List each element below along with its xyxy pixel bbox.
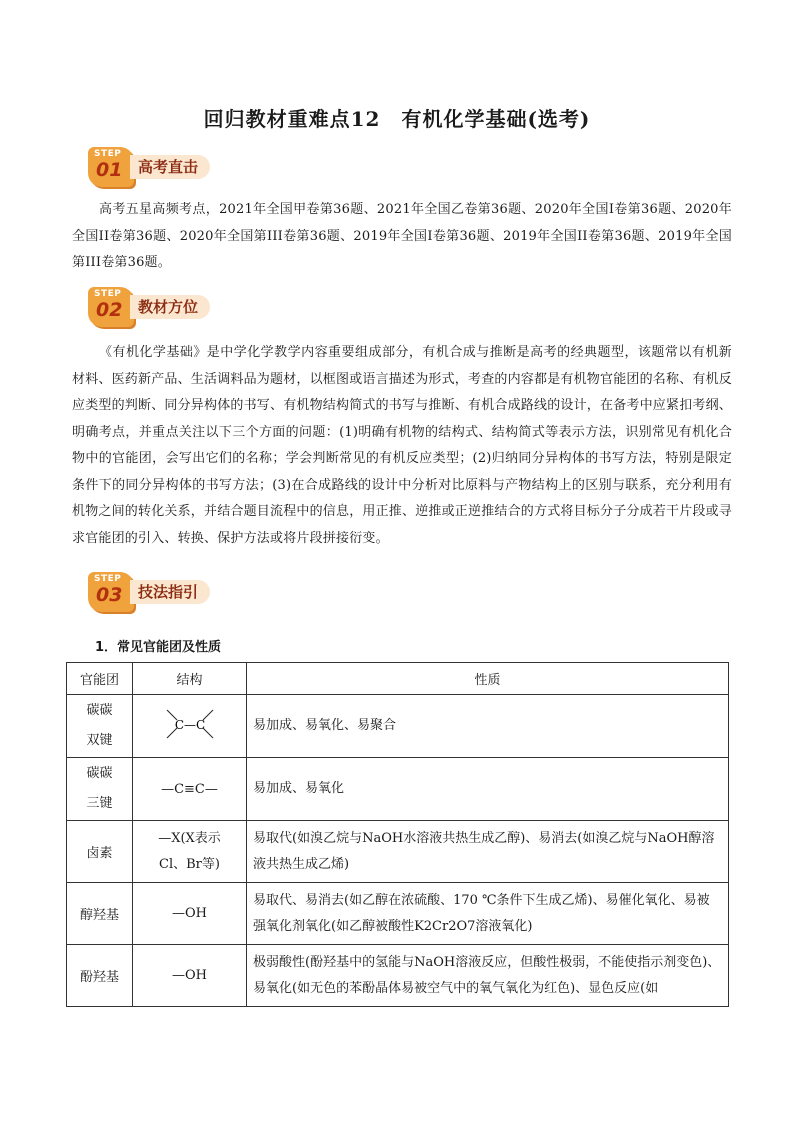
step-word: STEP — [94, 149, 122, 159]
structure-cell: —OH — [133, 883, 247, 945]
structure-cell: —OH — [133, 945, 247, 1007]
step-01-banner — [80, 147, 230, 187]
group-name: 碳碳 — [86, 766, 113, 781]
header-cell: 性质 — [247, 663, 729, 695]
alkene-structure-text: C—C — [174, 718, 205, 732]
group-name-cell: 醇羟基 — [67, 883, 133, 945]
textbook-paragraph: 《有机化学基础》是中学化学教学内容重要组成部分，有机合成与推断是高考的经典题型，该题常以有机新材料、医药新产品、生活调料品为题材，以框图或语言描述为形式，考查的内容都是有机物官能团的名称、有机反应类型的判断、同分异构体的书写、有机物结构简式的书写与推断、有机合成路线的设计，在备考中应紧扣考纲、明确考点，并重点关注以下三个方面的问题：(1)明确有机物的结构式、结构简式等表示方法，识别常见有机化合物中的官能团，会写出它们的名称；学会判断常见的有机反应类型；(2)归纳同分异构体的书写方法，特别是限定条件下的同分异构体的书写方法；(3)在合成路线的设计中分析对比原料与产物结构上的区别与联系，充分利用有机物之间的转化关系，并结合题目流程中的信息，用正推、逆推或正逆推结合的方式将目标分子分成若干片段或寻求官能团的引入、转换、保护方法或将片段拼接衍变。 — [72, 345, 733, 546]
page-title: 回归教材重难点12 有机化学基础(选考) — [203, 107, 591, 131]
group-name-cell — [67, 695, 133, 758]
step-number: 01 — [96, 159, 123, 181]
step-badge — [88, 287, 134, 327]
group-name-cell: 卤素 — [67, 821, 133, 883]
section-subheading: 1．常见官能团及性质 — [95, 640, 222, 655]
table-row — [67, 883, 729, 945]
structure-cell — [133, 695, 247, 758]
step-badge — [88, 147, 134, 187]
group-name: 双键 — [86, 733, 113, 748]
table-header-row — [67, 663, 729, 695]
step-word: STEP — [94, 289, 122, 299]
step-badge — [88, 572, 134, 612]
step-number: 02 — [96, 299, 123, 321]
step-label: 技法指引 — [130, 580, 210, 604]
group-name-cell — [67, 758, 133, 821]
intro-paragraph: 高考五星高频考点，2021年全国甲卷第36题、2021年全国乙卷第36题、2020年全国I卷第36题、2020年全国II卷第36题、2020年全国第III卷第36题、2019年全国I卷第36题、2019年全国II卷第36题、2019年全国第III卷第36题。 — [72, 202, 732, 270]
table-row — [67, 821, 729, 883]
step-02-banner — [80, 287, 230, 327]
property-cell: 极弱酸性(酚羟基中的氢能与NaOH溶液反应，但酸性极弱，不能使指示剂变色)、易氧化(如无色的苯酚晶体易被空气中的氧气氧化为红色)、显色反应(如 — [247, 945, 729, 1007]
property-cell: 易取代(如溴乙烷与NaOH水溶液共热生成乙醇)、易消去(如溴乙烷与NaOH醇溶液共热生成乙烯) — [247, 821, 729, 883]
functional-group-table — [66, 662, 729, 1007]
group-name: 三键 — [86, 796, 113, 811]
header-cell: 结构 — [133, 663, 247, 695]
structure-cell: —C≡C— — [133, 758, 247, 821]
step-number: 03 — [96, 584, 123, 606]
structure-text: Cl、Br等) — [159, 856, 220, 872]
property-cell: 易加成、易氧化、易聚合 — [247, 695, 729, 758]
table-row — [67, 758, 729, 821]
table-row — [67, 695, 729, 758]
step-03-banner — [80, 572, 230, 612]
group-name: 碳碳 — [86, 703, 113, 718]
group-name-cell: 酚羟基 — [67, 945, 133, 1007]
step-label: 教材方位 — [130, 295, 210, 319]
structure-text: —X(X表示 — [158, 830, 221, 846]
table-row — [67, 945, 729, 1007]
property-cell: 易加成、易氧化 — [247, 758, 729, 821]
step-word: STEP — [94, 574, 122, 584]
property-cell: 易取代、易消去(如乙醇在浓硫酸、170 ℃条件下生成乙烯)、易催化氧化、易被强氧化剂氧化(如乙醇被酸性K2Cr2O7溶液氧化) — [247, 883, 729, 945]
step-label: 高考直击 — [130, 155, 210, 179]
alkene-structure-icon — [155, 702, 225, 746]
structure-cell — [133, 821, 247, 883]
header-cell: 官能团 — [67, 663, 133, 695]
